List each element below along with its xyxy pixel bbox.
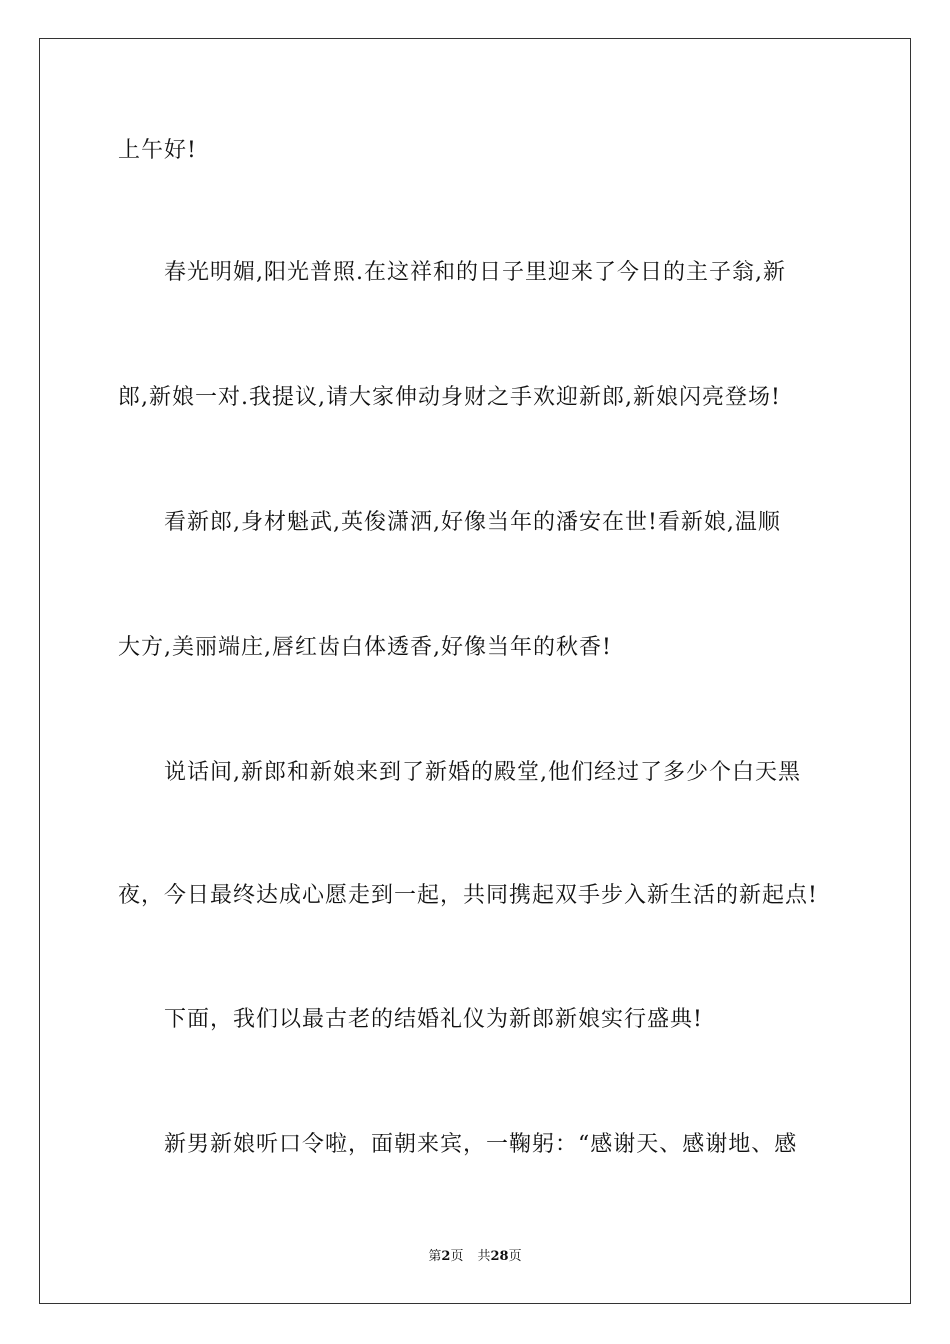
page-suffix: 页 — [450, 1249, 464, 1264]
total-prefix: 共 — [477, 1249, 491, 1264]
page-prefix: 第 — [428, 1249, 442, 1264]
page-number: 2 — [441, 1249, 451, 1264]
total-pages: 28 — [490, 1249, 509, 1264]
text-line: 上午好! — [118, 138, 197, 163]
paragraph-line: 说话间,新郎和新娘来到了新婚的殿堂,他们经过了多少个白天黑 — [164, 760, 801, 785]
paragraph-line: 新男新娘听口令啦，面朝来宾，一鞠躬：“感谢天、感谢地、感 — [164, 1132, 798, 1157]
paragraph-line: 看新郎,身材魁武,英俊潇洒,好像当年的潘安在世!看新娘,温顺 — [164, 510, 781, 535]
text-line: 夜，今日最终达成心愿走到一起，共同携起双手步入新生活的新起点! — [118, 883, 818, 908]
text-line: 大方,美丽端庄,唇红齿白体透香,好像当年的秋香! — [118, 635, 612, 660]
text-line: 郎,新娘一对.我提议,请大家伸动身财之手欢迎新郎,新娘闪亮登场! — [118, 385, 781, 410]
total-suffix: 页 — [508, 1249, 522, 1264]
page-border — [39, 38, 911, 1304]
paragraph-line: 下面，我们以最古老的结婚礼仪为新郎新娘实行盛典! — [164, 1007, 703, 1032]
page-footer — [0, 1248, 950, 1266]
paragraph-line: 春光明媚,阳光普照.在这祥和的日子里迎来了今日的主子翁,新 — [164, 260, 786, 285]
